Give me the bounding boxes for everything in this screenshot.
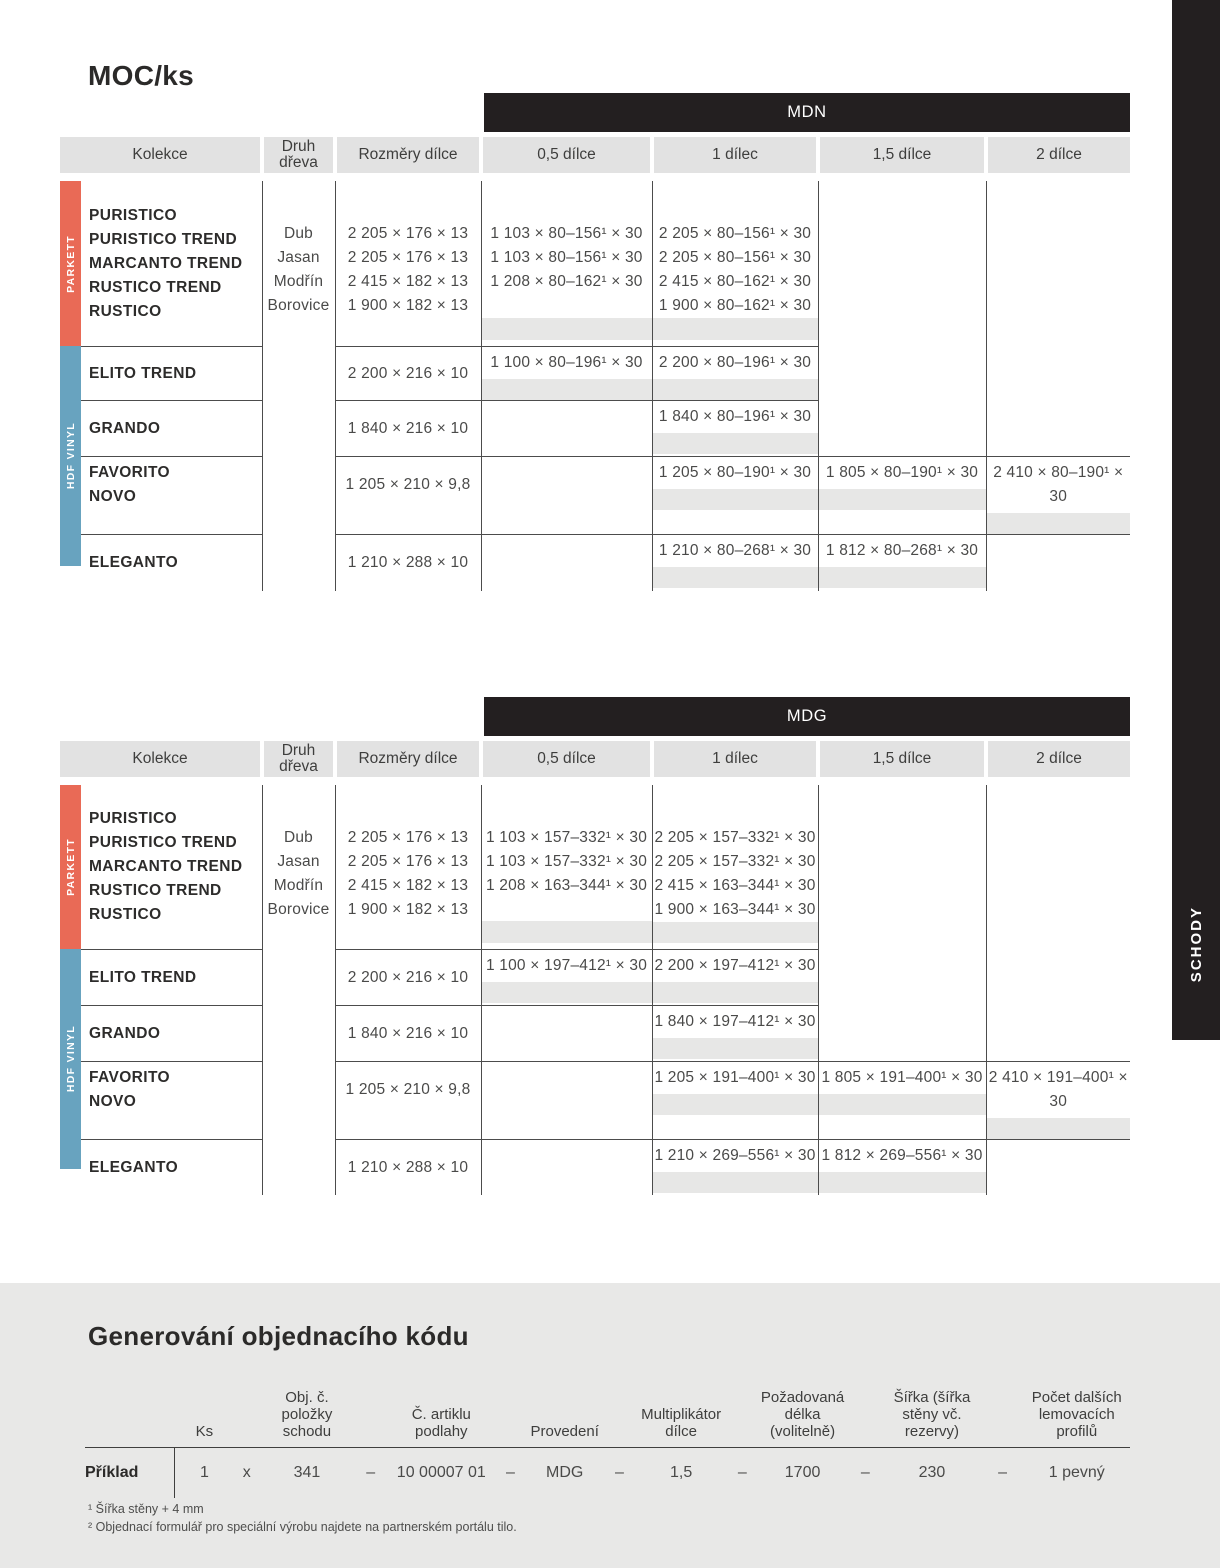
collection-name: GRANDO [89, 419, 161, 437]
section-tab-schody [1172, 0, 1220, 1040]
dimension-value: 2 415 × 182 × 13 [347, 877, 469, 894]
price-placeholder [653, 567, 818, 588]
footnote-2: ² Objednací formulář pro speciální výrobu najdete na partnerském portálu tilo. [88, 1519, 517, 1534]
mdn-grid [81, 181, 1130, 591]
cell-1-dilec [652, 347, 818, 401]
cell-kolekce [81, 347, 262, 401]
dimension-value: 2 415 × 163–344¹ × 30 [654, 877, 816, 894]
cell-05-dilce [481, 950, 652, 1006]
dimension-value: 2 410 × 191–400¹ × 30 [988, 1069, 1128, 1110]
dimension-value: 2 205 × 157–332¹ × 30 [654, 853, 816, 870]
cell-kolekce [81, 1062, 262, 1140]
dimension-value: 1 100 × 197–412¹ × 30 [485, 957, 648, 974]
cell-1-dilec [652, 1140, 818, 1196]
dimension-value: 2 205 × 176 × 13 [347, 249, 469, 266]
order-example-row [85, 1448, 1130, 1498]
dimension-value: 2 205 × 176 × 13 [347, 225, 469, 242]
price-placeholder [653, 922, 818, 943]
cell-kolekce [81, 535, 262, 592]
cell-05-dilce-empty [481, 1006, 652, 1062]
cell-15-dilce [818, 535, 986, 592]
dimension-value: 2 205 × 176 × 13 [347, 853, 469, 870]
page-title: MOC/ks [88, 60, 195, 91]
collection-name: MARCANTO TREND [89, 254, 243, 272]
price-placeholder [653, 318, 818, 340]
dimension-value: 2 200 × 216 × 10 [347, 364, 469, 382]
cell-druh-dreva [262, 785, 335, 1195]
dimension-value: 2 205 × 80–156¹ × 30 [658, 225, 812, 242]
price-placeholder [819, 1172, 986, 1193]
cell-2-dilce-empty [986, 181, 1130, 457]
wood-type: Borovice [267, 901, 330, 918]
cell-2-dilce [986, 1062, 1130, 1140]
hdf-vinyl-sidebar [60, 346, 81, 566]
price-placeholder [653, 1094, 818, 1115]
column-header-1-dilec: 1 dílec [654, 741, 816, 777]
order-header-spacer [85, 1440, 175, 1447]
dimension-value: 2 205 × 176 × 13 [347, 829, 469, 846]
wood-type: Borovice [267, 297, 330, 314]
dimension-value: 1 900 × 80–162¹ × 30 [658, 297, 812, 314]
column-header-15-dilce: 1,5 dílce [820, 137, 984, 173]
section-tab-label: SCHODY [1187, 905, 1205, 982]
order-value-delka: 1700 [784, 1464, 821, 1481]
cell-rozmery [335, 535, 481, 592]
price-placeholder [653, 1172, 818, 1193]
column-header-row [60, 741, 1130, 777]
price-placeholder [987, 513, 1131, 534]
order-dash: – [998, 1464, 1008, 1481]
price-placeholder [653, 982, 818, 1003]
dimension-value: 1 805 × 191–400¹ × 30 [821, 1069, 983, 1086]
order-dash: – [737, 1464, 747, 1481]
cell-1-dilec [652, 401, 818, 457]
cell-kolekce [81, 785, 262, 950]
cell-05-dilce [481, 347, 652, 401]
price-placeholder [653, 489, 818, 510]
dimension-value: 1 900 × 163–344¹ × 30 [654, 901, 816, 918]
dimension-value: 2 205 × 157–332¹ × 30 [654, 829, 816, 846]
order-times-sign: x [242, 1464, 251, 1481]
collection-name: ELEGANTO [89, 1158, 179, 1176]
dimension-value: 1 900 × 182 × 13 [347, 901, 469, 918]
order-value-sirka: 230 [918, 1464, 946, 1481]
cell-05-dilce-empty [481, 535, 652, 592]
column-header-druh-dreva: Druh dřeva [264, 741, 333, 777]
collection-name: RUSTICO [89, 302, 162, 320]
category-sidebar [60, 785, 81, 1195]
dimension-value: 1 208 × 80–162¹ × 30 [490, 273, 643, 290]
cell-15-dilce [818, 457, 986, 535]
cell-2-dilce [986, 457, 1130, 535]
cell-rozmery [335, 1140, 481, 1196]
band-mdg [484, 697, 1130, 736]
table-row [81, 785, 1130, 950]
dimension-value: 1 210 × 288 × 10 [347, 554, 469, 571]
table-row [81, 1062, 1130, 1140]
dimension-value: 2 200 × 216 × 10 [347, 968, 469, 986]
cell-kolekce [81, 181, 262, 347]
hdf-vinyl-label: HDF VINYL [64, 422, 77, 490]
dimension-value: 1 840 × 216 × 10 [347, 1024, 469, 1042]
collection-name: RUSTICO TREND [89, 278, 222, 296]
cell-rozmery [335, 347, 481, 401]
column-header-druh-dreva: Druh dřeva [264, 137, 333, 173]
cell-05-dilce [481, 785, 652, 950]
order-table [85, 1383, 1130, 1498]
wood-type: Modřín [273, 877, 324, 894]
dimension-value: 1 840 × 216 × 10 [347, 419, 469, 437]
column-header-05-dilce: 0,5 dílce [483, 137, 650, 173]
collection-name: FAVORITO [89, 464, 170, 481]
collection-name: RUSTICO [89, 906, 162, 923]
order-value-ks: 1 [199, 1464, 209, 1481]
wood-type: Dub [283, 225, 314, 242]
collection-name: ELITO TREND [89, 364, 197, 382]
order-header-pozadovana-delka: Požadovaná délka (volitelně) [760, 1389, 845, 1440]
order-value-pocet: 1 pevný [1048, 1464, 1105, 1481]
band-mdg-label: MDG [786, 707, 828, 725]
dimension-value: 1 103 × 157–332¹ × 30 [485, 829, 648, 846]
order-header-spacer [728, 1440, 757, 1447]
dimension-value: 2 200 × 197–412¹ × 30 [654, 957, 816, 974]
order-example-label: Příklad [85, 1448, 175, 1498]
cell-kolekce [81, 950, 262, 1006]
dimension-value: 1 100 × 80–196¹ × 30 [490, 354, 643, 371]
column-header-row [60, 137, 1130, 173]
cell-15-dilce [818, 1140, 986, 1196]
cell-2-dilce-empty [986, 785, 1130, 1062]
order-header-spacer [982, 1440, 1024, 1447]
cell-rozmery [335, 950, 481, 1006]
order-header-spacer [605, 1440, 635, 1447]
cell-kolekce [81, 1006, 262, 1062]
cell-rozmery [335, 1006, 481, 1062]
order-dash: – [614, 1464, 624, 1481]
price-placeholder [987, 1118, 1131, 1139]
footnotes [88, 1501, 517, 1536]
price-placeholder [819, 567, 986, 588]
dimension-value: 2 200 × 80–196¹ × 30 [658, 354, 812, 371]
order-value-multiplikator: 1,5 [670, 1464, 693, 1481]
wood-type: Jasan [277, 249, 320, 266]
cell-2-dilce-empty [986, 535, 1130, 592]
collection-name: PURISTICO [89, 810, 177, 827]
order-header-row [85, 1383, 1130, 1447]
dimension-value: 1 103 × 80–156¹ × 30 [490, 249, 643, 266]
price-placeholder [653, 1038, 818, 1059]
column-header-15-dilce: 1,5 dílce [820, 741, 984, 777]
price-placeholder [482, 318, 652, 340]
collection-name: PURISTICO [89, 206, 177, 224]
band-mdn [484, 93, 1130, 132]
wood-type: Dub [283, 829, 314, 846]
dimension-value: 1 210 × 288 × 10 [347, 1158, 469, 1176]
price-placeholder [653, 379, 818, 400]
order-header-c-artiklu: Č. artiklu podlahy [411, 1406, 471, 1440]
cell-1-dilec [652, 785, 818, 950]
dimension-value: 1 205 × 191–400¹ × 30 [654, 1069, 816, 1086]
order-header-ks: Ks [195, 1423, 214, 1440]
table-row [81, 181, 1130, 347]
cell-05-dilce [481, 181, 652, 347]
price-placeholder [653, 433, 818, 454]
parkett-label: PARKETT [64, 234, 77, 293]
wood-type: Modřín [273, 273, 324, 290]
order-heading: Generování objednacího kódu [88, 1321, 469, 1351]
collection-name: FAVORITO [89, 1068, 170, 1086]
band-mdn-label: MDN [787, 103, 827, 121]
dimension-value: 1 805 × 80–190¹ × 30 [825, 464, 979, 481]
price-placeholder [482, 921, 652, 943]
column-header-rozmery: Rozměry dílce [337, 741, 479, 777]
cell-kolekce [81, 401, 262, 457]
price-table-mdg [60, 697, 1130, 1195]
cell-05-dilce-empty [481, 457, 652, 535]
order-header-obj-c-polozky: Obj. č. položky schodu [281, 1389, 333, 1440]
dimension-value: 1 205 × 210 × 9,8 [345, 476, 471, 493]
order-value-provedeni: MDG [546, 1464, 584, 1481]
hdf-vinyl-label: HDF VINYL [64, 1025, 77, 1093]
parkett-label: PARKETT [64, 838, 77, 896]
mdg-grid [81, 785, 1130, 1195]
dimension-value: 2 415 × 80–162¹ × 30 [658, 273, 812, 290]
dimension-value: 1 840 × 80–196¹ × 30 [658, 408, 812, 425]
order-dash: – [506, 1464, 515, 1481]
cell-1-dilec [652, 457, 818, 535]
dimension-value: 1 900 × 182 × 13 [347, 297, 469, 314]
cell-05-dilce-empty [481, 1140, 652, 1196]
order-header-pocet-profilu: Počet dalších lemovacích profilů [1031, 1389, 1122, 1440]
dimension-value: 1 210 × 80–268¹ × 30 [658, 542, 812, 559]
price-table-mdn [60, 93, 1130, 591]
parkett-sidebar [60, 785, 81, 949]
collection-name: ELITO TREND [89, 968, 197, 986]
price-placeholder [482, 982, 652, 1003]
dimension-value: 1 208 × 163–344¹ × 30 [485, 877, 648, 894]
order-header-spacer [234, 1440, 259, 1447]
order-header-spacer [848, 1440, 882, 1447]
price-placeholder [819, 1094, 986, 1115]
dimension-value: 1 812 × 269–556¹ × 30 [821, 1147, 983, 1164]
collection-name: PURISTICO TREND [89, 834, 238, 851]
hdf-vinyl-sidebar [60, 949, 81, 1169]
order-header-sirka: Šířka (šířka stěny vč. rezervy) [893, 1389, 971, 1440]
collection-name: NOVO [89, 488, 137, 505]
cell-rozmery [335, 785, 481, 950]
column-header-1-dilec: 1 dílec [654, 137, 816, 173]
cell-rozmery [335, 181, 481, 347]
collection-name: GRANDO [89, 1024, 161, 1042]
cell-1-dilec [652, 181, 818, 347]
column-header-2-dilce: 2 dílce [988, 137, 1130, 173]
wood-type: Jasan [277, 853, 320, 870]
order-dash: – [860, 1464, 870, 1481]
table-row [81, 1140, 1130, 1196]
dimension-value: 1 103 × 157–332¹ × 30 [485, 853, 648, 870]
cell-rozmery [335, 457, 481, 535]
dimension-value: 2 205 × 80–156¹ × 30 [658, 249, 812, 266]
column-header-kolekce: Kolekce [60, 741, 260, 777]
dimension-value: 1 812 × 80–268¹ × 30 [825, 542, 979, 559]
collection-name: PURISTICO TREND [89, 230, 238, 248]
column-header-kolekce: Kolekce [60, 137, 260, 173]
cell-2-dilce-empty [986, 1140, 1130, 1196]
table-row [81, 535, 1130, 592]
cell-druh-dreva [262, 181, 335, 591]
collection-name: NOVO [89, 1092, 137, 1110]
category-sidebar [60, 181, 81, 591]
dimension-value: 1 205 × 80–190¹ × 30 [658, 464, 812, 481]
column-header-rozmery: Rozměry dílce [337, 137, 479, 173]
cell-1-dilec [652, 535, 818, 592]
collection-name: RUSTICO TREND [89, 882, 222, 899]
order-value-obj-c: 341 [293, 1464, 321, 1481]
cell-05-dilce-empty [481, 401, 652, 457]
dimension-value: 1 840 × 197–412¹ × 30 [654, 1013, 816, 1030]
cell-kolekce [81, 1140, 262, 1196]
cell-rozmery [335, 1062, 481, 1140]
order-header-spacer [496, 1440, 525, 1447]
order-header-spacer [355, 1440, 387, 1447]
order-header-provedeni: Provedení [530, 1423, 599, 1440]
cell-1-dilec [652, 950, 818, 1006]
cell-05-dilce-empty [481, 1062, 652, 1140]
cell-rozmery [335, 401, 481, 457]
collection-name: ELEGANTO [89, 554, 179, 571]
cell-15-dilce-empty [818, 785, 986, 1062]
order-dash: – [366, 1464, 376, 1481]
table-row [81, 457, 1130, 535]
dimension-value: 1 210 × 269–556¹ × 30 [654, 1147, 816, 1164]
price-placeholder [482, 379, 652, 400]
order-header-multiplikator: Multiplikátor dílce [641, 1406, 722, 1440]
order-code-section [0, 1283, 1220, 1568]
footnote-1: ¹ Šířka stěny + 4 mm [88, 1502, 204, 1516]
price-placeholder [819, 489, 986, 510]
cell-15-dilce [818, 1062, 986, 1140]
column-header-05-dilce: 0,5 dílce [483, 741, 650, 777]
column-header-2-dilce: 2 dílce [988, 741, 1130, 777]
cell-1-dilec [652, 1062, 818, 1140]
collection-name: MARCANTO TREND [89, 858, 243, 875]
cell-kolekce [81, 457, 262, 535]
cell-15-dilce-empty [818, 181, 986, 457]
dimension-value: 1 205 × 210 × 9,8 [345, 1080, 471, 1098]
cell-1-dilec [652, 1006, 818, 1062]
dimension-value: 2 410 × 80–190¹ × 30 [993, 464, 1124, 505]
dimension-value: 1 103 × 80–156¹ × 30 [490, 225, 643, 242]
dimension-value: 2 415 × 182 × 13 [347, 273, 469, 290]
parkett-sidebar [60, 181, 81, 346]
order-value-artikl: 10 00007 01 [396, 1464, 486, 1481]
